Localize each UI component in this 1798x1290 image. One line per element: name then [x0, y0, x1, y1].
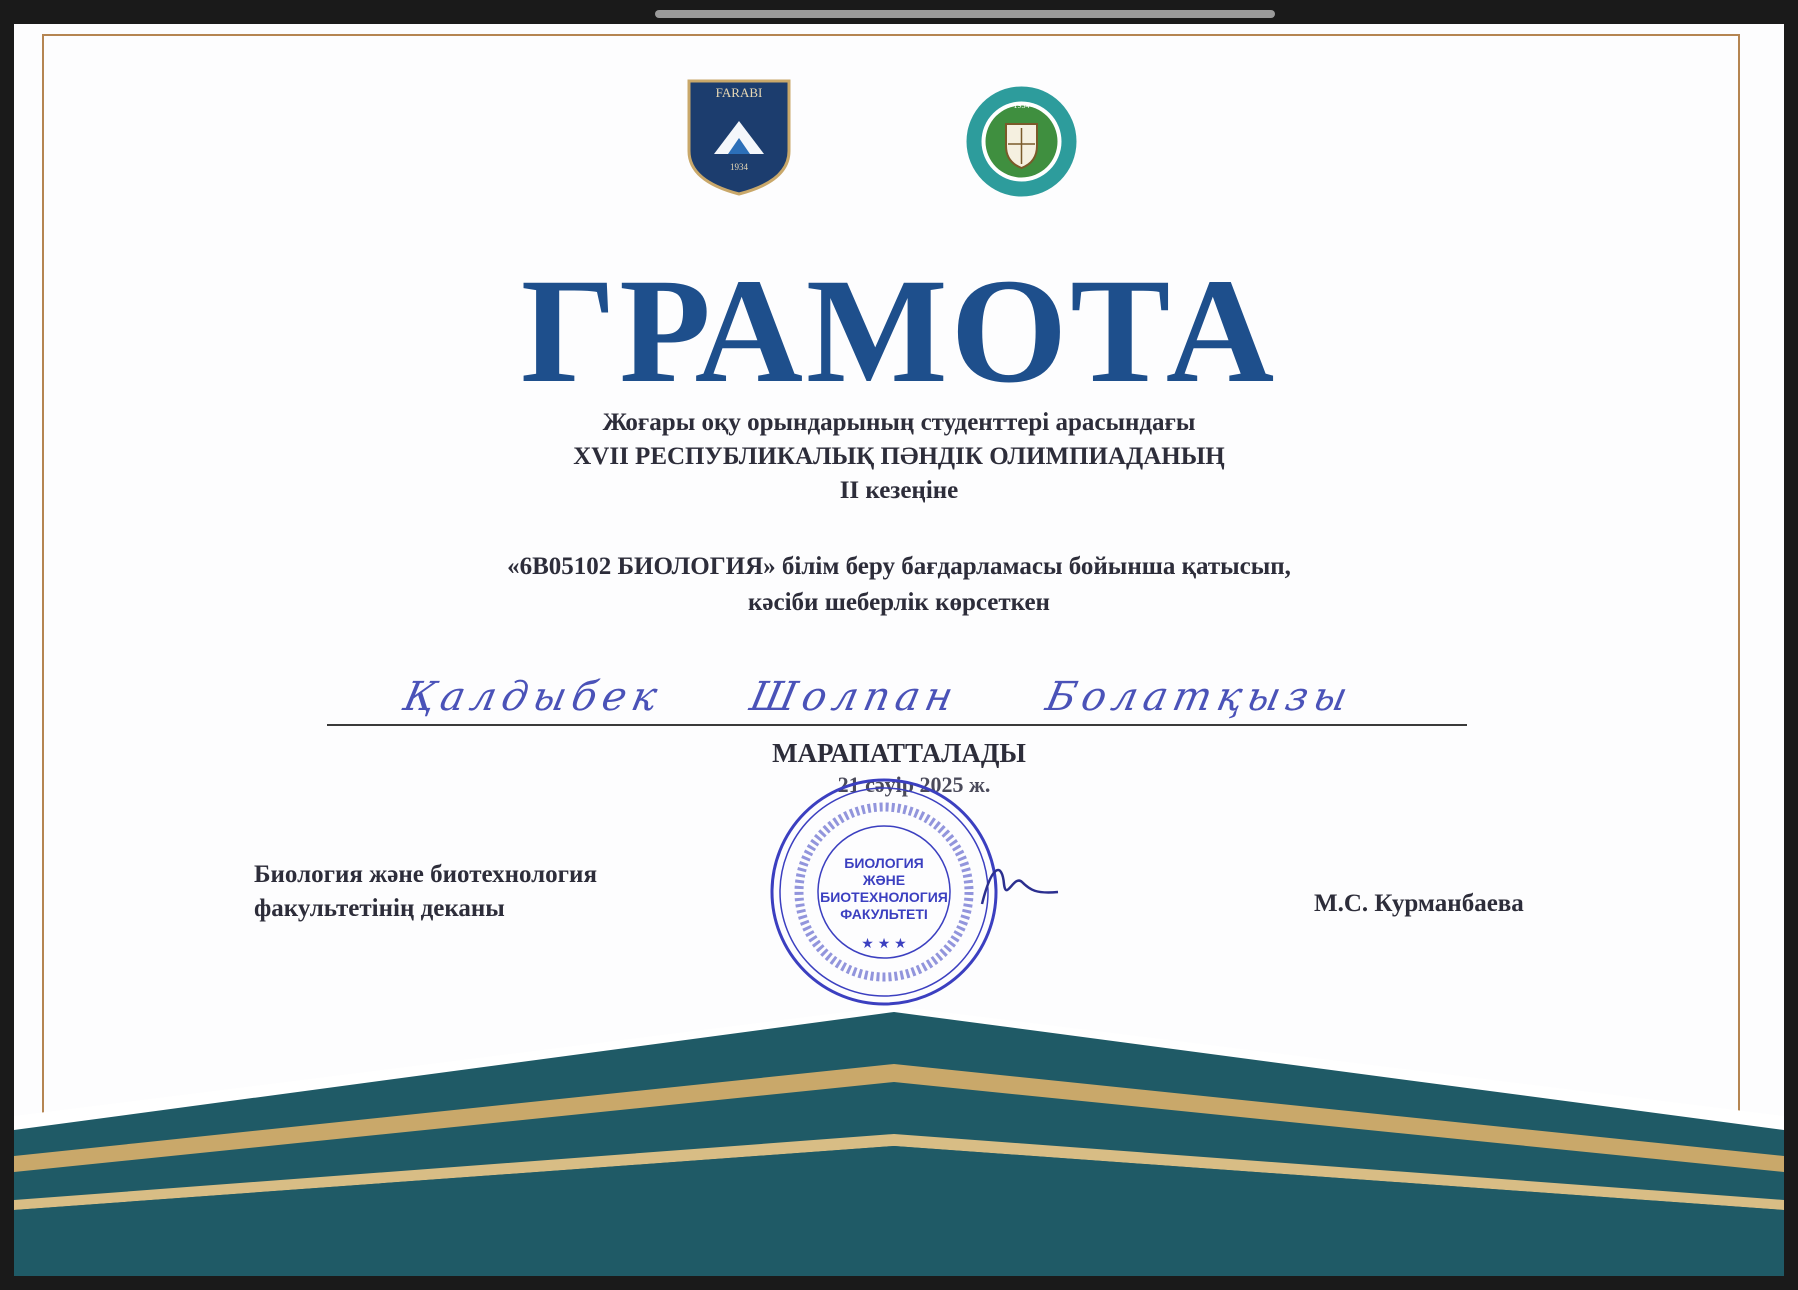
faculty-stamp: [764, 772, 1004, 1012]
intro-line-2: XVII РЕСПУБЛИКАЛЫҚ ПӘНДІК ОЛИМПИАДАНЫҢ: [573, 443, 1225, 470]
scroll-indicator[interactable]: [655, 10, 1275, 18]
stamp-line-4: ФАКУЛЬТЕТІ: [840, 906, 928, 922]
certificate-title: ГРАМОТА: [520, 248, 1278, 414]
program-line-1: «6В05102 БИОЛОГИЯ» білім беру бағдарламасы бойынша қатысып,: [507, 553, 1291, 580]
university-logo-year: 1934: [730, 162, 748, 172]
svg-text:★ ★ ★: ★ ★ ★: [861, 935, 907, 951]
signer-name: М.С. Курманбаева: [1314, 890, 1524, 917]
program-line-2: кәсіби шеберлік көрсеткен: [748, 589, 1050, 616]
award-date: 21 сәуір 2025 ж.: [837, 772, 991, 797]
university-shield-logo: [684, 76, 794, 196]
dean-title-line-2: факультетінің деканы: [254, 894, 505, 922]
intro-line-1: Жоғары оқу орындарының студенттері арасындағы: [602, 409, 1196, 436]
stamp-line-1: БИОЛОГИЯ: [844, 855, 924, 871]
faculty-emblem-logo: [964, 84, 1079, 199]
recipient-name: Қалдыбек Шолпан Болатқызы: [399, 674, 1358, 720]
university-logo-text: FARABI: [715, 85, 763, 100]
dean-title: [254, 858, 597, 926]
recipient-underline: [327, 724, 1467, 726]
award-label: МАРАПАТТАЛАДЫ: [772, 738, 1026, 768]
stamp-line-3: БИОТЕХНОЛОГИЯ: [820, 889, 948, 905]
faculty-logo-year: 1934: [1013, 101, 1030, 110]
intro-line-3: II кезеңіне: [839, 477, 959, 504]
decorative-footer: [14, 1004, 1784, 1276]
certificate-page: [14, 24, 1784, 1276]
logo-row: [14, 76, 1784, 226]
dean-title-line-1: Биология және биотехнология: [254, 861, 597, 888]
dean-signature: [974, 854, 1064, 914]
stamp-line-2: ЖӘНЕ: [862, 872, 906, 888]
